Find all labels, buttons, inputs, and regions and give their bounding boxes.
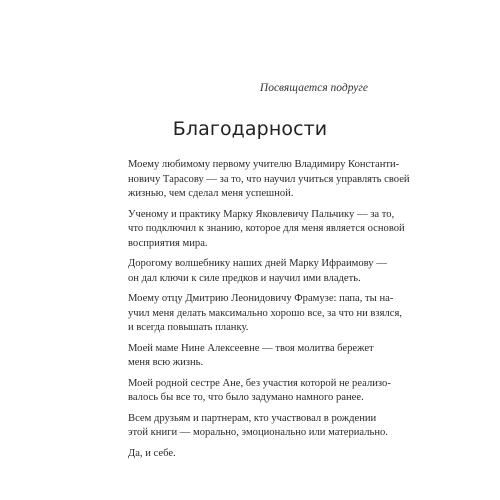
page-title: Благодарности	[172, 118, 328, 140]
paragraph	[118, 208, 405, 252]
text-line: этой книги — морально, эмоционально или материально.	[128, 427, 388, 438]
text-line: Моей маме Нине Алексеевне — твоя молитва бережет	[128, 342, 374, 354]
paragraph	[118, 377, 391, 406]
text-line: Да, и себе.	[128, 447, 176, 459]
text-line: жизнью, чем сделал меня успешной.	[128, 188, 294, 199]
text-line: что подключил к знанию, которое для меня является основой	[128, 223, 405, 234]
paragraph	[118, 158, 410, 202]
text-line: новичу Тарасову — за то, что научил учиться управлять своей	[128, 173, 410, 185]
text-line: Ученому и практику Марку Яковлевичу Пальчику — за то,	[128, 208, 395, 220]
text-line: учил меня делать максимально хорошо все, за что ни взялся,	[128, 307, 402, 319]
dedication: Посвящается подруге	[259, 82, 368, 94]
text-line: Моему любимому первому учителю Владимиру Константи-	[128, 159, 400, 170]
paragraph	[118, 447, 370, 462]
acknowledgements-body	[118, 158, 410, 467]
text-line: Всем друзьям и партнерам, кто участвовал в рождении	[128, 412, 377, 424]
paragraph	[118, 412, 388, 441]
text-line: Дорогому волшебнику наших дней Марку Ифраимову —	[128, 258, 387, 269]
text-line: меня всю жизнь.	[128, 357, 204, 368]
text-line: валось бы все то, что было задумано намного ранее.	[128, 392, 364, 403]
text-line: он дал ключи к силе предков и научил ими владеть.	[128, 272, 361, 284]
paragraph	[118, 257, 387, 286]
text-line: Моему отцу Дмитрию Леонидовичу Фрамузе: папа, ты на-	[128, 293, 394, 304]
text-line: восприятия мира.	[128, 237, 208, 249]
paragraph	[118, 342, 374, 371]
text-line: и всегда повышать планку.	[128, 322, 249, 333]
paragraph	[118, 292, 402, 336]
text-line: Моей родной сестре Ане, без участия которой не реализо-	[128, 377, 391, 389]
